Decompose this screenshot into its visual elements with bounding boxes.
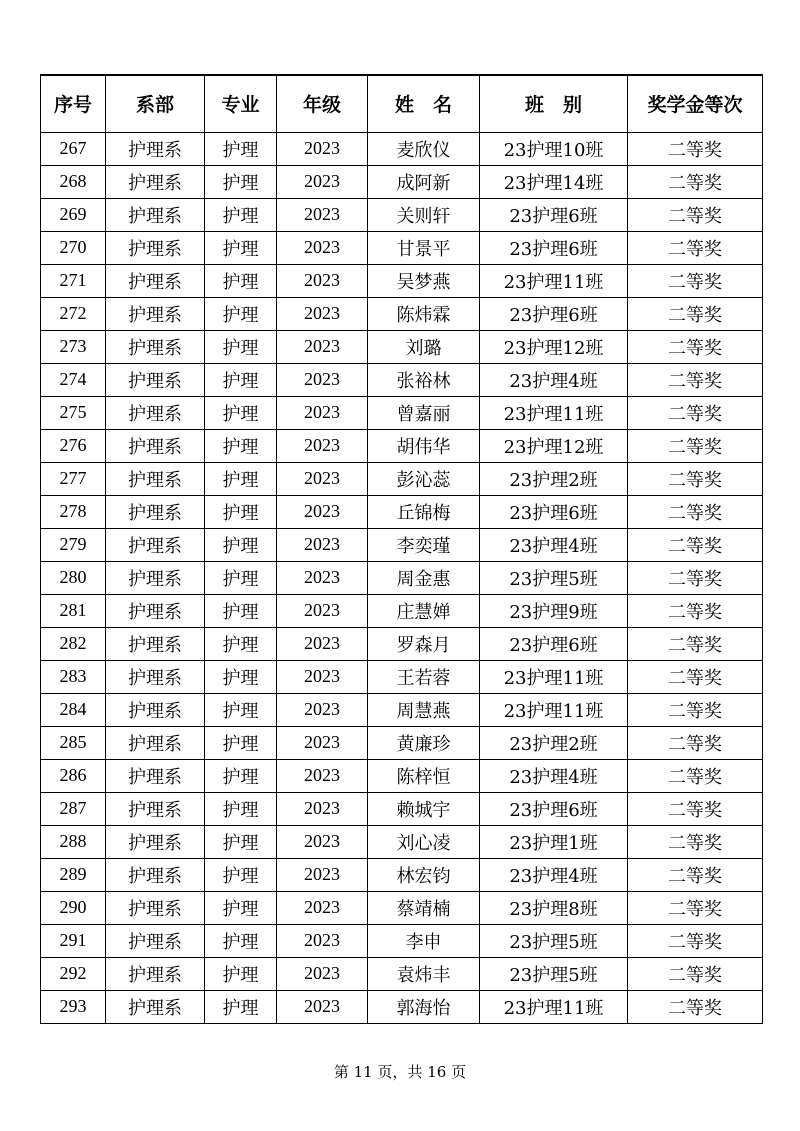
cell-department: 护理系 <box>106 957 205 990</box>
cell-name: 蔡靖楠 <box>368 891 480 924</box>
cell-major: 护理 <box>205 396 277 429</box>
cell-scholarship-level: 二等奖 <box>628 627 763 660</box>
cell-department: 护理系 <box>106 165 205 198</box>
cell-name: 赖城宇 <box>368 792 480 825</box>
cell-class: 23护理6班 <box>480 231 628 264</box>
cell-grade: 2023 <box>277 528 368 561</box>
table-row <box>41 198 763 231</box>
cell-grade: 2023 <box>277 165 368 198</box>
cell-scholarship-level: 二等奖 <box>628 330 763 363</box>
header-index: 序号 <box>41 75 106 132</box>
cell-scholarship-level: 二等奖 <box>628 264 763 297</box>
cell-name: 张裕林 <box>368 363 480 396</box>
cell-scholarship-level: 二等奖 <box>628 363 763 396</box>
cell-scholarship-level: 二等奖 <box>628 297 763 330</box>
cell-name: 陈炜霖 <box>368 297 480 330</box>
table-row <box>41 396 763 429</box>
table-row <box>41 165 763 198</box>
cell-grade: 2023 <box>277 759 368 792</box>
page-footer: 第 11 页，共 16 页 <box>333 1063 467 1081</box>
cell-department: 护理系 <box>106 990 205 1023</box>
header-department: 系部 <box>106 75 205 132</box>
cell-major: 护理 <box>205 957 277 990</box>
cell-major: 护理 <box>205 924 277 957</box>
cell-scholarship-level: 二等奖 <box>628 561 763 594</box>
cell-department: 护理系 <box>106 594 205 627</box>
cell-class: 23护理2班 <box>480 726 628 759</box>
cell-scholarship-level: 二等奖 <box>628 198 763 231</box>
cell-name: 吴梦燕 <box>368 264 480 297</box>
cell-class: 23护理6班 <box>480 792 628 825</box>
cell-index: 281 <box>41 594 106 627</box>
cell-grade: 2023 <box>277 264 368 297</box>
cell-major: 护理 <box>205 198 277 231</box>
cell-department: 护理系 <box>106 660 205 693</box>
cell-scholarship-level: 二等奖 <box>628 495 763 528</box>
cell-grade: 2023 <box>277 627 368 660</box>
cell-index: 283 <box>41 660 106 693</box>
cell-major: 护理 <box>205 231 277 264</box>
cell-class: 23护理6班 <box>480 495 628 528</box>
cell-index: 290 <box>41 891 106 924</box>
cell-scholarship-level: 二等奖 <box>628 528 763 561</box>
cell-index: 269 <box>41 198 106 231</box>
cell-name: 庄慧婵 <box>368 594 480 627</box>
cell-scholarship-level: 二等奖 <box>628 396 763 429</box>
cell-index: 272 <box>41 297 106 330</box>
header-major: 专业 <box>205 75 277 132</box>
cell-department: 护理系 <box>106 561 205 594</box>
cell-class: 23护理11班 <box>480 396 628 429</box>
table-row <box>41 561 763 594</box>
cell-index: 280 <box>41 561 106 594</box>
cell-department: 护理系 <box>106 726 205 759</box>
table-row <box>41 627 763 660</box>
scholarship-table <box>40 74 763 1024</box>
cell-name: 胡伟华 <box>368 429 480 462</box>
cell-department: 护理系 <box>106 264 205 297</box>
cell-grade: 2023 <box>277 429 368 462</box>
cell-index: 289 <box>41 858 106 891</box>
table-row <box>41 462 763 495</box>
cell-grade: 2023 <box>277 693 368 726</box>
cell-index: 293 <box>41 990 106 1023</box>
cell-index: 275 <box>41 396 106 429</box>
cell-department: 护理系 <box>106 759 205 792</box>
cell-scholarship-level: 二等奖 <box>628 759 763 792</box>
cell-major: 护理 <box>205 495 277 528</box>
cell-index: 291 <box>41 924 106 957</box>
header-grade: 年级 <box>277 75 368 132</box>
cell-grade: 2023 <box>277 363 368 396</box>
cell-department: 护理系 <box>106 297 205 330</box>
cell-major: 护理 <box>205 726 277 759</box>
cell-grade: 2023 <box>277 990 368 1023</box>
cell-grade: 2023 <box>277 858 368 891</box>
cell-scholarship-level: 二等奖 <box>628 825 763 858</box>
cell-department: 护理系 <box>106 330 205 363</box>
cell-name: 罗森月 <box>368 627 480 660</box>
cell-grade: 2023 <box>277 330 368 363</box>
cell-major: 护理 <box>205 858 277 891</box>
cell-grade: 2023 <box>277 726 368 759</box>
cell-department: 护理系 <box>106 396 205 429</box>
cell-scholarship-level: 二等奖 <box>628 957 763 990</box>
cell-index: 268 <box>41 165 106 198</box>
cell-department: 护理系 <box>106 825 205 858</box>
cell-scholarship-level: 二等奖 <box>628 990 763 1023</box>
cell-scholarship-level: 二等奖 <box>628 462 763 495</box>
cell-major: 护理 <box>205 594 277 627</box>
cell-name: 李奕瑾 <box>368 528 480 561</box>
cell-major: 护理 <box>205 297 277 330</box>
cell-class: 23护理11班 <box>480 990 628 1023</box>
cell-grade: 2023 <box>277 495 368 528</box>
cell-name: 王若蓉 <box>368 660 480 693</box>
cell-grade: 2023 <box>277 297 368 330</box>
cell-index: 279 <box>41 528 106 561</box>
cell-name: 陈梓恒 <box>368 759 480 792</box>
cell-index: 271 <box>41 264 106 297</box>
cell-department: 护理系 <box>106 891 205 924</box>
cell-grade: 2023 <box>277 231 368 264</box>
cell-class: 23护理5班 <box>480 924 628 957</box>
cell-class: 23护理8班 <box>480 891 628 924</box>
cell-index: 292 <box>41 957 106 990</box>
table-row <box>41 429 763 462</box>
cell-name: 丘锦梅 <box>368 495 480 528</box>
cell-index: 270 <box>41 231 106 264</box>
cell-index: 288 <box>41 825 106 858</box>
cell-scholarship-level: 二等奖 <box>628 132 763 165</box>
cell-major: 护理 <box>205 429 277 462</box>
cell-grade: 2023 <box>277 561 368 594</box>
cell-class: 23护理5班 <box>480 561 628 594</box>
cell-name: 周金惠 <box>368 561 480 594</box>
cell-scholarship-level: 二等奖 <box>628 231 763 264</box>
cell-class: 23护理4班 <box>480 528 628 561</box>
table-row <box>41 528 763 561</box>
table-row <box>41 264 763 297</box>
cell-index: 267 <box>41 132 106 165</box>
cell-major: 护理 <box>205 891 277 924</box>
cell-class: 23护理12班 <box>480 330 628 363</box>
cell-index: 287 <box>41 792 106 825</box>
cell-class: 23护理9班 <box>480 594 628 627</box>
table-row <box>41 726 763 759</box>
cell-name: 麦欣仪 <box>368 132 480 165</box>
table-row <box>41 594 763 627</box>
cell-major: 护理 <box>205 825 277 858</box>
table-row <box>41 363 763 396</box>
cell-index: 274 <box>41 363 106 396</box>
cell-name: 成阿新 <box>368 165 480 198</box>
table-row <box>41 495 763 528</box>
cell-class: 23护理6班 <box>480 198 628 231</box>
cell-class: 23护理11班 <box>480 264 628 297</box>
cell-grade: 2023 <box>277 198 368 231</box>
cell-department: 护理系 <box>106 132 205 165</box>
cell-major: 护理 <box>205 165 277 198</box>
table-row <box>41 990 763 1023</box>
cell-scholarship-level: 二等奖 <box>628 792 763 825</box>
cell-name: 彭沁蕊 <box>368 462 480 495</box>
cell-major: 护理 <box>205 759 277 792</box>
table-row <box>41 825 763 858</box>
cell-grade: 2023 <box>277 924 368 957</box>
cell-scholarship-level: 二等奖 <box>628 726 763 759</box>
cell-index: 278 <box>41 495 106 528</box>
cell-major: 护理 <box>205 330 277 363</box>
cell-class: 23护理10班 <box>480 132 628 165</box>
table-row <box>41 660 763 693</box>
cell-department: 护理系 <box>106 627 205 660</box>
cell-major: 护理 <box>205 660 277 693</box>
cell-grade: 2023 <box>277 792 368 825</box>
cell-class: 23护理4班 <box>480 858 628 891</box>
cell-name: 甘景平 <box>368 231 480 264</box>
cell-index: 284 <box>41 693 106 726</box>
table-row <box>41 957 763 990</box>
header-row <box>41 75 763 132</box>
cell-major: 护理 <box>205 132 277 165</box>
cell-major: 护理 <box>205 627 277 660</box>
cell-name: 曾嘉丽 <box>368 396 480 429</box>
cell-grade: 2023 <box>277 594 368 627</box>
cell-scholarship-level: 二等奖 <box>628 165 763 198</box>
cell-name: 袁炜丰 <box>368 957 480 990</box>
cell-index: 285 <box>41 726 106 759</box>
cell-name: 刘璐 <box>368 330 480 363</box>
cell-name: 黄廉珍 <box>368 726 480 759</box>
cell-class: 23护理6班 <box>480 627 628 660</box>
cell-index: 273 <box>41 330 106 363</box>
cell-major: 护理 <box>205 528 277 561</box>
cell-grade: 2023 <box>277 462 368 495</box>
cell-department: 护理系 <box>106 462 205 495</box>
cell-index: 277 <box>41 462 106 495</box>
cell-class: 23护理12班 <box>480 429 628 462</box>
table-body <box>41 132 763 1023</box>
table-row <box>41 924 763 957</box>
cell-department: 护理系 <box>106 693 205 726</box>
cell-class: 23护理5班 <box>480 957 628 990</box>
table-row <box>41 858 763 891</box>
cell-index: 282 <box>41 627 106 660</box>
cell-major: 护理 <box>205 264 277 297</box>
table-row <box>41 231 763 264</box>
cell-department: 护理系 <box>106 363 205 396</box>
cell-department: 护理系 <box>106 858 205 891</box>
cell-class: 23护理4班 <box>480 363 628 396</box>
cell-class: 23护理6班 <box>480 297 628 330</box>
cell-class: 23护理1班 <box>480 825 628 858</box>
table-row <box>41 891 763 924</box>
cell-department: 护理系 <box>106 792 205 825</box>
cell-name: 林宏钧 <box>368 858 480 891</box>
cell-index: 276 <box>41 429 106 462</box>
cell-grade: 2023 <box>277 660 368 693</box>
cell-name: 周慧燕 <box>368 693 480 726</box>
header-class: 班 别 <box>480 75 628 132</box>
cell-name: 刘心凌 <box>368 825 480 858</box>
cell-scholarship-level: 二等奖 <box>628 891 763 924</box>
cell-class: 23护理11班 <box>480 693 628 726</box>
cell-scholarship-level: 二等奖 <box>628 924 763 957</box>
cell-department: 护理系 <box>106 198 205 231</box>
header-name: 姓 名 <box>368 75 480 132</box>
cell-major: 护理 <box>205 363 277 396</box>
cell-name: 关则轩 <box>368 198 480 231</box>
header-scholarship-level: 奖学金等次 <box>628 75 763 132</box>
cell-major: 护理 <box>205 990 277 1023</box>
cell-class: 23护理4班 <box>480 759 628 792</box>
cell-major: 护理 <box>205 693 277 726</box>
cell-grade: 2023 <box>277 957 368 990</box>
cell-class: 23护理2班 <box>480 462 628 495</box>
cell-major: 护理 <box>205 792 277 825</box>
cell-department: 护理系 <box>106 528 205 561</box>
cell-department: 护理系 <box>106 924 205 957</box>
cell-scholarship-level: 二等奖 <box>628 594 763 627</box>
table-row <box>41 297 763 330</box>
cell-scholarship-level: 二等奖 <box>628 858 763 891</box>
cell-class: 23护理11班 <box>480 660 628 693</box>
cell-name: 郭海怡 <box>368 990 480 1023</box>
cell-scholarship-level: 二等奖 <box>628 693 763 726</box>
cell-class: 23护理14班 <box>480 165 628 198</box>
cell-scholarship-level: 二等奖 <box>628 660 763 693</box>
cell-index: 286 <box>41 759 106 792</box>
cell-major: 护理 <box>205 462 277 495</box>
cell-scholarship-level: 二等奖 <box>628 429 763 462</box>
cell-department: 护理系 <box>106 495 205 528</box>
cell-grade: 2023 <box>277 132 368 165</box>
cell-grade: 2023 <box>277 891 368 924</box>
table-header <box>41 75 763 132</box>
table-row <box>41 693 763 726</box>
table-row <box>41 792 763 825</box>
table-row <box>41 330 763 363</box>
cell-name: 李申 <box>368 924 480 957</box>
cell-department: 护理系 <box>106 429 205 462</box>
cell-department: 护理系 <box>106 231 205 264</box>
table-row <box>41 759 763 792</box>
cell-grade: 2023 <box>277 825 368 858</box>
cell-grade: 2023 <box>277 396 368 429</box>
table-row <box>41 132 763 165</box>
cell-major: 护理 <box>205 561 277 594</box>
